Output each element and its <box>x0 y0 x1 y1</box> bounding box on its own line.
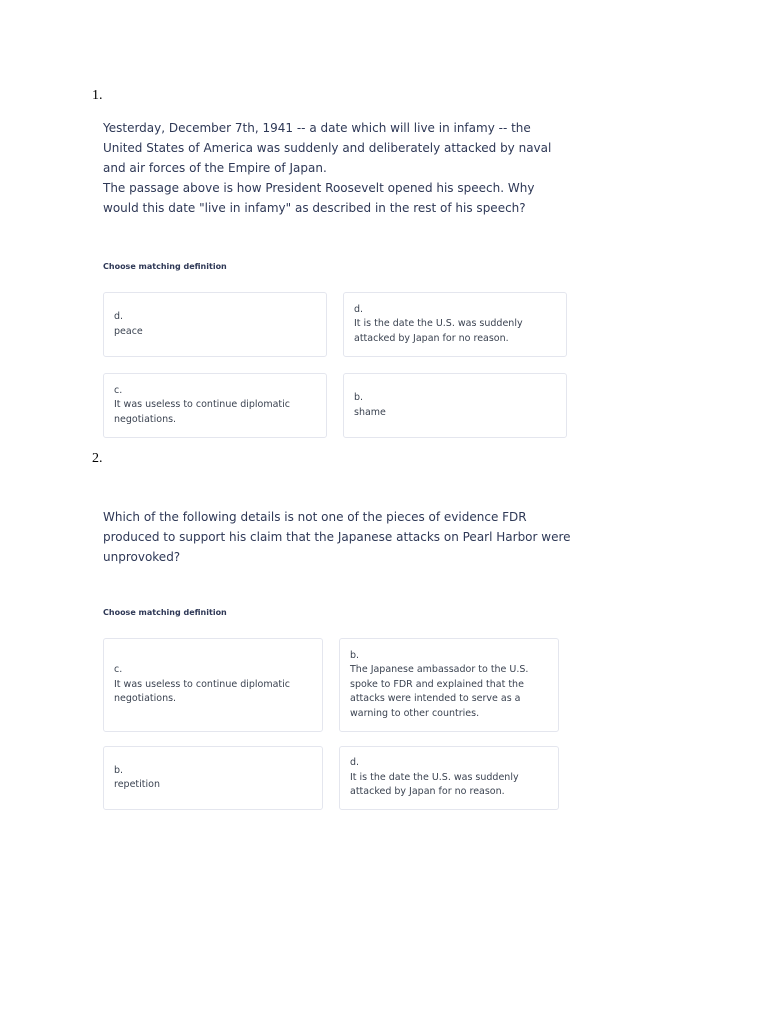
option-letter: c. <box>114 664 123 676</box>
option-text: It was useless to continue diplomatic negotiations. <box>114 678 291 705</box>
question-number: 1. <box>92 88 103 103</box>
option-letter: c. <box>114 384 123 396</box>
option-card[interactable] <box>339 746 559 810</box>
option-letter: d. <box>114 311 124 322</box>
option-card[interactable] <box>103 373 327 438</box>
question-prompt <box>103 507 573 567</box>
prompt-question: Which of the following details is not one of the pieces of evidence FDR produced to support his claim that the Japanese attacks on Pearl Harbor were unprovoked? <box>103 510 571 564</box>
instruction-label: Choose matching definition <box>103 262 227 271</box>
prompt-question: The passage above is how President Roosevelt opened his speech. Why would this date "live in infamy" as described in the rest of his speech? <box>103 181 535 215</box>
option-card[interactable] <box>103 746 323 810</box>
option-text: It is the date the U.S. was suddenly attacked by Japan for no reason. <box>350 771 519 798</box>
option-text: repetition <box>114 779 160 790</box>
option-card[interactable] <box>343 292 567 357</box>
option-letter: d. <box>350 757 360 769</box>
instruction-label: Choose matching definition <box>103 608 227 617</box>
option-letter: b. <box>350 649 360 661</box>
option-text: peace <box>114 325 143 337</box>
question-prompt <box>103 118 568 218</box>
option-letter: b. <box>114 764 124 776</box>
option-card[interactable] <box>103 292 327 357</box>
option-text: It is the date the U.S. was suddenly attacked by Japan for no reason. <box>354 318 523 344</box>
option-text: shame <box>354 406 386 418</box>
prompt-quote: Yesterday, December 7th, 1941 -- a date which will live in infamy -- the United States of America was suddenly and deliberately attacked by naval and air forces of the Empire of Japan. <box>103 121 552 175</box>
option-text: The Japanese ambassador to the U.S. spoke to FDR and explained that the attacks were intended to serve as a warning to other countries. <box>350 664 529 719</box>
option-letter: b. <box>354 392 364 403</box>
question-number: 2. <box>92 451 103 466</box>
option-card[interactable] <box>339 638 559 732</box>
option-card[interactable] <box>343 373 567 438</box>
option-card[interactable] <box>103 638 323 732</box>
option-letter: d. <box>354 303 364 315</box>
option-text: It was useless to continue diplomatic negotiations. <box>114 399 291 425</box>
